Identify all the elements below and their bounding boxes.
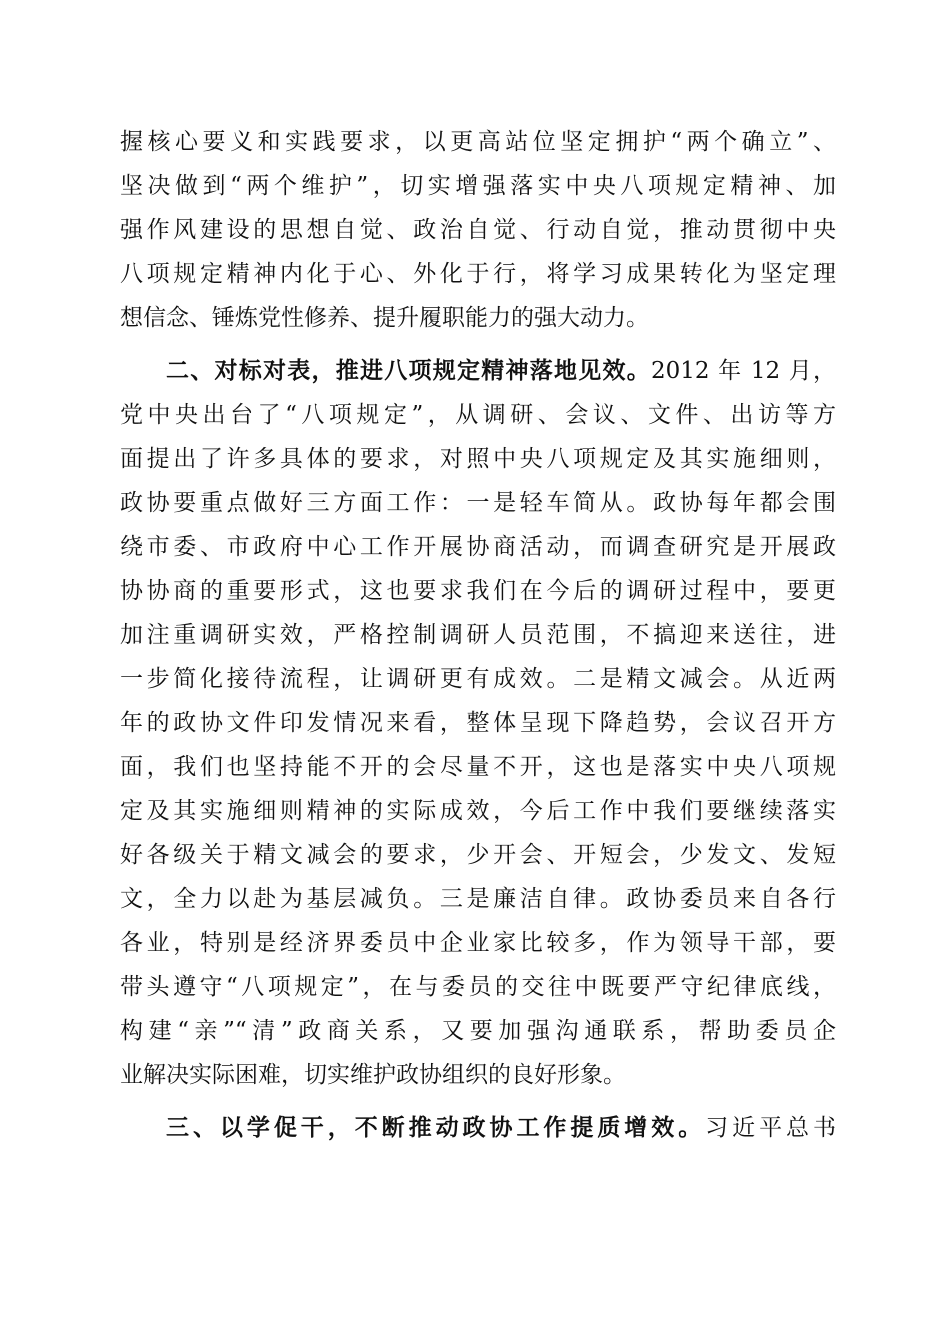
document-body [120, 120, 836, 1150]
text-line: 握核心要义和实践要求，以更高站位坚定拥护“两个确立”、 [120, 129, 836, 155]
heading-line-rest: 2012 年 12 月， [651, 358, 837, 384]
text-line: 定及其实施细则精神的实际成效，今后工作中我们要继续落实 [120, 798, 836, 824]
text-line: 想信念、锤炼党性修养、提升履职能力的强大动力。 [120, 305, 649, 331]
paragraph-3 [120, 1106, 836, 1150]
text-line: 协协商的重要形式，这也要求我们在今后的调研过程中，要更 [120, 578, 836, 604]
paragraph-spacer [120, 1097, 836, 1106]
text-line: 加注重调研实效，严格控制调研人员范围，不搞迎来送往，进 [120, 622, 836, 648]
text-line: 各业，特别是经济界委员中企业家比较多，作为领导干部，要 [120, 930, 836, 956]
text-line: 党中央出台了“八项规定”，从调研、会议、文件、出访等方 [120, 402, 836, 428]
text-line: 业解决实际困难，切实维护政协组织的良好形象。 [120, 1062, 626, 1088]
text-line [120, 349, 836, 393]
text-line: 面提出了许多具体的要求，对照中央八项规定及其实施细则， [120, 446, 836, 472]
text-line: 绕市委、市政府中心工作开展协商活动，而调查研究是开展政 [120, 534, 836, 560]
text-line: 坚决做到“两个维护”，切实增强落实中央八项规定精神、加 [120, 173, 836, 199]
paragraph-spacer [120, 340, 836, 349]
text-line [120, 1106, 836, 1150]
text-line: 构建“亲”“清”政商关系，又要加强沟通联系，帮助委员企 [120, 1018, 836, 1044]
paragraph-2 [120, 349, 836, 1097]
text-line: 政协要重点做好三方面工作：一是轻车简从。政协每年都会围 [120, 490, 836, 516]
paragraph-1 [120, 120, 836, 340]
text-line: 一步简化接待流程，让调研更有成效。二是精文减会。从近两 [120, 666, 836, 692]
text-line: 年的政协文件印发情况来看，整体呈现下降趋势，会议召开方 [120, 710, 836, 736]
heading-line-rest: 习近平总书 [705, 1115, 837, 1141]
text-line: 文，全力以赴为基层减负。三是廉洁自律。政协委员来自各行 [120, 886, 836, 912]
text-line: 带头遵守“八项规定”，在与委员的交往中既要严守纪律底线， [120, 974, 836, 1000]
section-heading-3: 三、以学促干，不断推动政协工作提质增效。 [166, 1115, 706, 1141]
section-heading-2: 二、对标对表，推进八项规定精神落地见效。 [166, 358, 652, 384]
text-line: 面，我们也坚持能不开的会尽量不开，这也是落实中央八项规 [120, 754, 836, 780]
text-line: 强作风建设的思想自觉、政治自觉、行动自觉，推动贯彻中央 [120, 217, 836, 243]
text-line: 八项规定精神内化于心、外化于行，将学习成果转化为坚定理 [120, 261, 836, 287]
text-line: 好各级关于精文减会的要求，少开会、开短会，少发文、发短 [120, 842, 836, 868]
